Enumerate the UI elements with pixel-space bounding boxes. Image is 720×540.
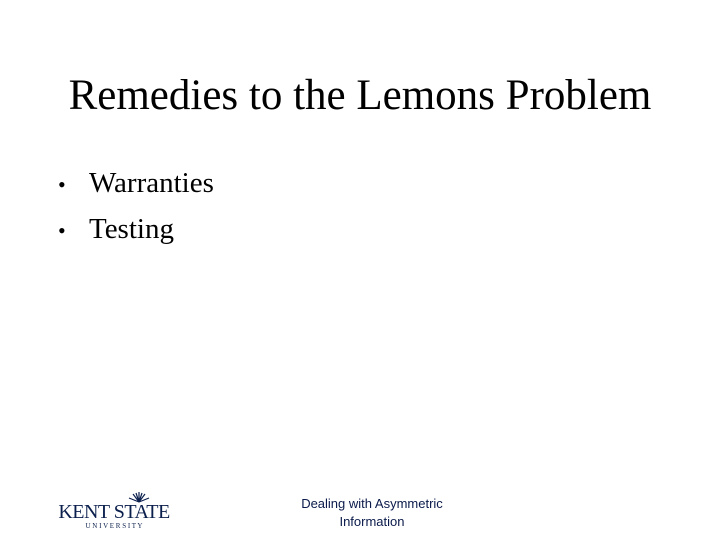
kent-state-logo xyxy=(52,488,177,530)
footer-text xyxy=(262,495,482,531)
logo-wordmark: KENT STATE xyxy=(58,501,170,523)
bullet-marker: • xyxy=(58,218,66,243)
bullet-marker: • xyxy=(58,172,66,197)
bullet-list xyxy=(58,160,214,252)
footer-line-1: Dealing with Asymmetric xyxy=(301,496,443,511)
footer-line-2: Information xyxy=(339,514,405,529)
logo-subtitle: U N I V E R S I T Y xyxy=(85,522,143,530)
list-item xyxy=(58,160,214,206)
bullet-text: Warranties xyxy=(89,167,214,199)
slide-title: Remedies to the Lemons Problem xyxy=(68,72,652,119)
list-item xyxy=(58,206,214,252)
bullet-text: Testing xyxy=(89,213,174,245)
